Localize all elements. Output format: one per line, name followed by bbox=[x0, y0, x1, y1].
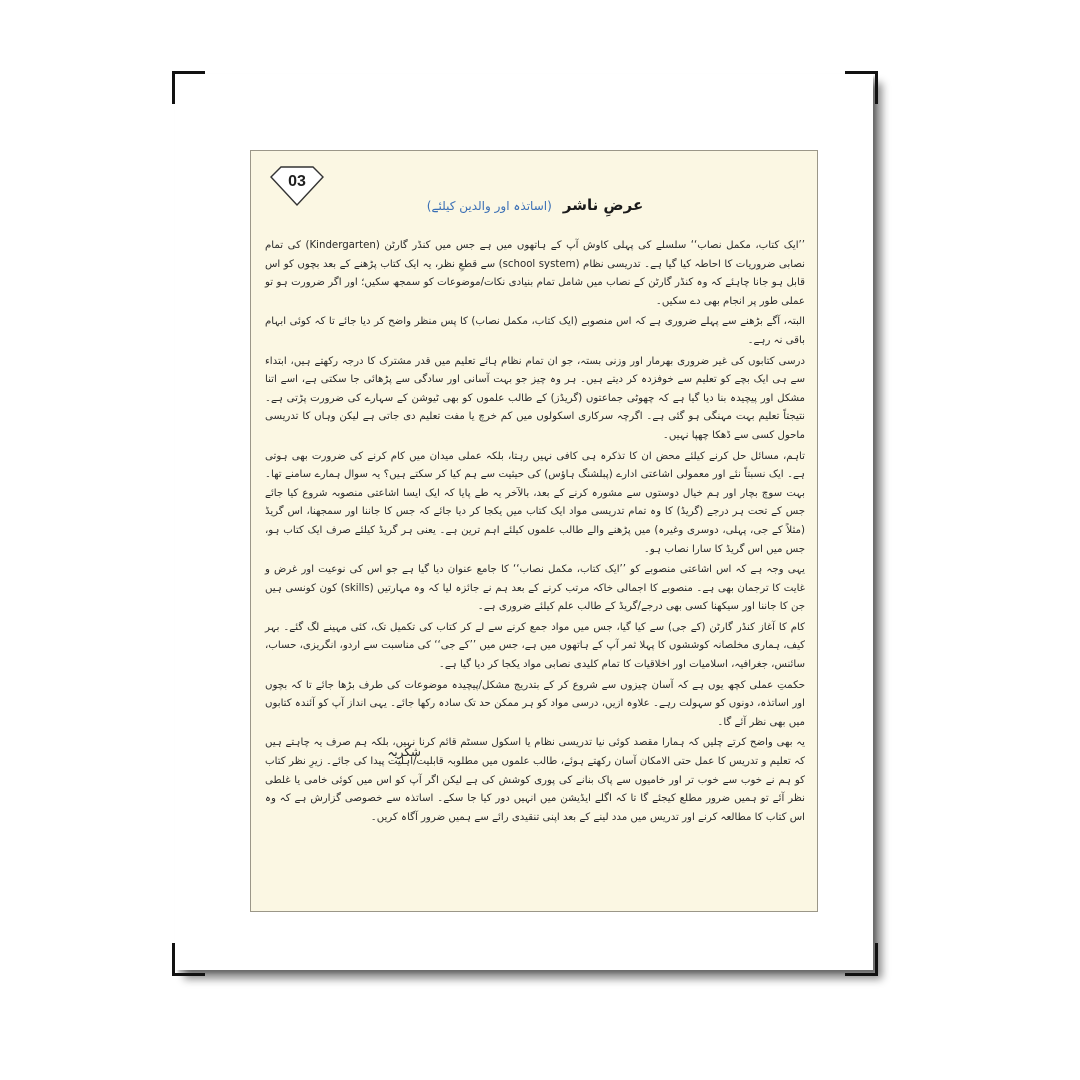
paragraph: درسی کتابوں کی غیر ضروری بھرمار اور وزنی بستہ، جو ان تمام نظام ہائے تعلیم میں قدر مشترک کا درجہ رکھتے ہیں، ابتداء سے ہی ایک بچے کو تعلیم سے خوفزدہ کر دیتے ہیں۔ ہر وہ چیز جو بہت آسانی اور سادگی سے پڑھائی جا سکتی ہے، اسے اتنا مشکل اور پیچیدہ بنا دیا گیا ہے کہ چھوٹی جماعتوں (گریڈز) کے طالب علموں کو بھی ٹیوشن کے سہارے کی ضرورت پڑتی ہے۔ نتیجتاً تعلیم بہت مہنگی ہو گئی ہے۔ اگرچہ سرکاری اسکولوں میں کم خرچ یا مفت تعلیم دی جاتی ہے لیکن وہاں کا تدریسی ماحول کسی سے ڈھکا چھپا نہیں۔ bbox=[265, 355, 805, 441]
paragraph: ’’ایک کتاب، مکمل نصاب‘‘ سلسلے کی پہلی کاوش آپ کے ہاتھوں میں ہے جس میں کنڈر گارٹن (Kindergarten) کی تمام نصابی ضروریات کا احاطہ کیا گیا ہے۔ تدریسی نظام (school system) سے قطعِ نظر، یہ ایک کتاب پڑھنے کے بعد بچوں کو اس قابل ہو جانا چاہئے کہ وہ کنڈر گارٹن کے نصاب میں شامل تمام بنیادی نکات/موضوعات کو سمجھ سکیں؛ اور اگر ضرورت ہو تو عملی طور پر انجام بھی دے سکیں۔ bbox=[265, 240, 806, 307]
crop-mark-bottom-left bbox=[172, 943, 205, 976]
page-subtitle: (اساتذہ اور والدین کیلئے) bbox=[426, 199, 552, 213]
crop-mark-top-right bbox=[845, 71, 878, 104]
paragraph: یہی وجہ ہے کہ اس اشاعتی منصوبے کو ’’ایک کتاب، مکمل نصاب‘‘ کا جامع عنوان دیا گیا ہے جو اس کی نوعیت اور غرض و غایت کا ترجمان بھی ہے۔ منصوبے کا اجمالی خاکہ مرتب کرنے کے بعد ہم نے جائزہ لیا کہ وہ مہارتیں (skills) کون کونسی ہیں جن کا جاننا اور سیکھنا کسی بھی درجے/گریڈ کے طالب علم کیلئے ضروری ہے۔ bbox=[265, 564, 805, 613]
paragraph: تاہم، مسائل حل کرنے کیلئے محض ان کا تذکرہ ہی کافی نہیں رہتا، بلکہ عملی میدان میں کام کرنے کی ضرورت بھی ہوتی ہے۔ ایک نسبتاً نئے اور معمولی اشاعتی ادارے (پبلشنگ ہاؤس) کی حیثیت سے ہم کیا کر سکتے ہیں؟ یہ سوال ہمارے سامنے تھا۔ بہت سوچ بچار اور ہم خیال دوستوں سے مشورہ کرنے کے بعد، بالآخر یہ طے پایا کہ ایک ایسا اشاعتی منصوبہ شروع کیا جائے جس کے تحت ہر درجے (گریڈ) کا وہ تمام تدریسی مواد ایک کتاب میں یکجا کر دیا جائے کہ جس کا جاننا اور سمجھنا، اس گریڈ (مثلاً کے جی، پہلی، دوسری وغیرہ) میں پڑھنے والے طالب علموں کیلئے اہم ترین ہے۔ یعنی ہر گریڈ کیلئے صرف ایک کتاب ہو، جس میں اس گریڈ کا سارا نصاب ہو۔ bbox=[265, 450, 805, 555]
page-heading bbox=[251, 195, 819, 214]
paragraph: حکمتِ عملی کچھ یوں ہے کہ آسان چیزوں سے شروع کر کے بتدریج مشکل/پیچیدہ موضوعات کی طرف بڑھا جائے تا کہ بچوں اور اساتذہ، دونوں کو سہولت رہے۔ علاوہ ازیں، درسی مواد کو ہر ممکن حد تک سادہ رکھا جائے۔ یہی انداز آپ کو آئندہ کتابوں میں بھی نظر آئے گا۔ bbox=[265, 679, 805, 728]
page-number: 03 bbox=[288, 173, 306, 190]
crop-mark-bottom-right bbox=[845, 943, 878, 976]
body-text bbox=[265, 237, 805, 829]
paragraph: یہ بھی واضح کرتے چلیں کہ ہمارا مقصد کوئی نیا تدریسی نظام یا اسکول سسٹم قائم کرنا نہیں، بلکہ ہم صرف یہ چاہتے ہیں کہ تعلیم و تدریس کا عمل حتی الامکان آسان رکھتے ہوئے، طالب علموں میں مطلوبہ قابلیت/اہلیت پیدا کی جائے۔ زیرِ نظر کتاب کو ہم نے خوب سے خوب تر اور خامیوں سے پاک بنانے کی پوری کوشش کی ہے لیکن اگر آپ کو اس میں کوئی خامی یا غلطی نظر آئے تو ہمیں ضرور مطلع کیجئے گا تا کہ اگلے ایڈیشن میں انہیں دور کیا جا سکے۔ اساتذہ سے خصوصی گزارش ہے کہ وہ اس کتاب کا مطالعہ کرنے اور تدریس میں مدد لینے کے بعد اپنی تنقیدی رائے سے ہمیں ضرور آگاہ کریں۔ bbox=[265, 737, 805, 823]
page-title: عرضِ ناشر bbox=[562, 196, 644, 214]
book-page bbox=[250, 150, 818, 912]
signoff: شکریہ bbox=[387, 745, 421, 759]
paragraph: البتہ، آگے بڑھنے سے پہلے ضروری ہے کہ اس منصوبے (ایک کتاب، مکمل نصاب) کا پس منظر واضح کر دیا جائے تا کہ کوئی ابہام باقی نہ رہے۔ bbox=[265, 316, 805, 346]
paragraph: کام کا آغاز کنڈر گارٹن (کے جی) سے کیا گیا، جس میں مواد جمع کرنے سے لے کر کتاب کی تکمیل تک، کئی مہینے لگ گئے۔ بہر کیف، ہماری مخلصانہ کوششوں کا پہلا ثمر آپ کے ہاتھوں میں ہے، جس میں ’’کے جی‘‘ کی مناسبت سے اردو، انگریزی، حساب، سائنس، جغرافیہ، اسلامیات اور اخلاقیات کا تمام کلیدی نصابی مواد یکجا کر دیا گیا ہے۔ bbox=[265, 621, 805, 671]
crop-mark-top-left bbox=[172, 71, 205, 104]
